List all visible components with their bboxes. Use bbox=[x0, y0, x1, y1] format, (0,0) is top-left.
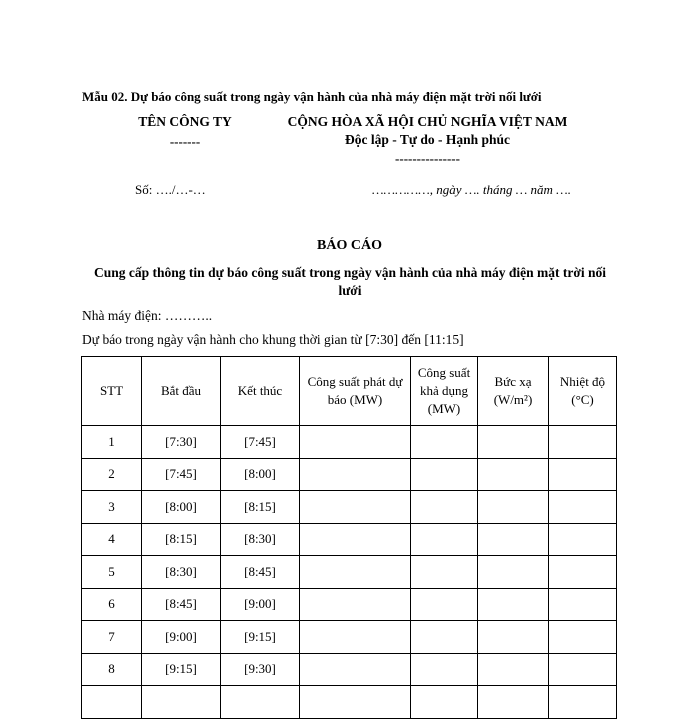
cell-radiation[interactable] bbox=[478, 588, 549, 621]
cell-forecast[interactable] bbox=[300, 621, 411, 654]
cell-radiation[interactable] bbox=[478, 523, 549, 556]
table-row bbox=[82, 491, 617, 524]
header-temperature: Nhiệt độ (°C) bbox=[549, 357, 617, 426]
cell-forecast[interactable] bbox=[300, 491, 411, 524]
cell-stt: 1 bbox=[82, 426, 142, 459]
cell-stt: 4 bbox=[82, 523, 142, 556]
cell-forecast[interactable] bbox=[300, 523, 411, 556]
cell-temperature[interactable] bbox=[549, 686, 617, 719]
cell-stt: 7 bbox=[82, 621, 142, 654]
cell-forecast[interactable] bbox=[300, 426, 411, 459]
cell-available[interactable] bbox=[411, 686, 478, 719]
cell-end: [8:45] bbox=[221, 556, 300, 589]
cell-available[interactable] bbox=[411, 426, 478, 459]
time-frame-line: Dự báo trong ngày vận hành cho khung thời gian từ [7:30] đến [11:15] bbox=[82, 332, 464, 347]
table-row bbox=[82, 556, 617, 589]
cell-stt: 3 bbox=[82, 491, 142, 524]
cell-start: [9:15] bbox=[142, 653, 221, 686]
table-row bbox=[82, 588, 617, 621]
cell-start: [8:30] bbox=[142, 556, 221, 589]
forecast-table bbox=[81, 356, 617, 719]
cell-radiation[interactable] bbox=[478, 653, 549, 686]
cell-end: [8:15] bbox=[221, 491, 300, 524]
table-row bbox=[82, 458, 617, 491]
header-stt: STT bbox=[82, 357, 142, 426]
cell-end: [9:30] bbox=[221, 653, 300, 686]
cell-available[interactable] bbox=[411, 653, 478, 686]
cell-radiation[interactable] bbox=[478, 556, 549, 589]
cell-radiation[interactable] bbox=[478, 458, 549, 491]
cell-temperature[interactable] bbox=[549, 556, 617, 589]
cell-forecast[interactable] bbox=[300, 653, 411, 686]
table-row bbox=[82, 523, 617, 556]
cell-temperature[interactable] bbox=[549, 491, 617, 524]
cell-radiation[interactable] bbox=[478, 686, 549, 719]
cell-start: [9:00] bbox=[142, 621, 221, 654]
cell-end: [9:15] bbox=[221, 621, 300, 654]
cell-available[interactable] bbox=[411, 621, 478, 654]
cell-temperature[interactable] bbox=[549, 653, 617, 686]
header-radiation: Bức xạ (W/m²) bbox=[478, 357, 549, 426]
cell-forecast[interactable] bbox=[300, 686, 411, 719]
cell-available[interactable] bbox=[411, 556, 478, 589]
cell-stt: 5 bbox=[82, 556, 142, 589]
cell-stt bbox=[82, 686, 142, 719]
cell-end bbox=[221, 686, 300, 719]
cell-forecast[interactable] bbox=[300, 588, 411, 621]
table-row bbox=[82, 621, 617, 654]
table-row bbox=[82, 653, 617, 686]
document-number: Số: …./…-… bbox=[135, 182, 206, 197]
report-subtitle: Cung cấp thông tin dự báo công suất trong ngày vận hành của nhà máy điện mặt trời nối lưới bbox=[94, 265, 606, 298]
cell-stt: 6 bbox=[82, 588, 142, 621]
form-heading: Mẫu 02. Dự báo công suất trong ngày vận hành của nhà máy điện mặt trời nối lưới bbox=[82, 89, 542, 104]
cell-start bbox=[142, 686, 221, 719]
cell-temperature[interactable] bbox=[549, 426, 617, 459]
nation-name: CỘNG HÒA XÃ HỘI CHỦ NGHĨA VIỆT NAM bbox=[287, 114, 568, 129]
cell-available[interactable] bbox=[411, 458, 478, 491]
header-start: Bắt đầu bbox=[142, 357, 221, 426]
cell-radiation[interactable] bbox=[478, 426, 549, 459]
cell-start: [8:45] bbox=[142, 588, 221, 621]
cell-available[interactable] bbox=[411, 491, 478, 524]
cell-start: [7:30] bbox=[142, 426, 221, 459]
national-motto: Độc lập - Tự do - Hạnh phúc bbox=[344, 132, 511, 147]
cell-end: [8:00] bbox=[221, 458, 300, 491]
cell-start: [8:15] bbox=[142, 523, 221, 556]
cell-forecast[interactable] bbox=[300, 556, 411, 589]
header-forecast-capacity: Công suất phát dự báo (MW) bbox=[300, 357, 411, 426]
cell-end: [7:45] bbox=[221, 426, 300, 459]
cell-temperature[interactable] bbox=[549, 621, 617, 654]
cell-available[interactable] bbox=[411, 523, 478, 556]
cell-temperature[interactable] bbox=[549, 588, 617, 621]
cell-available[interactable] bbox=[411, 588, 478, 621]
cell-end: [9:00] bbox=[221, 588, 300, 621]
cell-radiation[interactable] bbox=[478, 491, 549, 524]
cell-radiation[interactable] bbox=[478, 621, 549, 654]
cell-start: [7:45] bbox=[142, 458, 221, 491]
plant-line: Nhà máy điện: ……….. bbox=[82, 308, 213, 323]
report-title: BÁO CÁO bbox=[317, 238, 382, 253]
cell-stt: 2 bbox=[82, 458, 142, 491]
table-row bbox=[82, 426, 617, 459]
motto-divider: --------------- bbox=[395, 151, 460, 166]
cell-end: [8:30] bbox=[221, 523, 300, 556]
table-header-row bbox=[82, 357, 617, 426]
company-divider: ------- bbox=[169, 134, 201, 149]
cell-forecast[interactable] bbox=[300, 458, 411, 491]
cell-start: [8:00] bbox=[142, 491, 221, 524]
table-row bbox=[82, 686, 617, 719]
cell-stt: 8 bbox=[82, 653, 142, 686]
cell-temperature[interactable] bbox=[549, 458, 617, 491]
company-name: TÊN CÔNG TY bbox=[138, 114, 232, 129]
header-end: Kết thúc bbox=[221, 357, 300, 426]
cell-temperature[interactable] bbox=[549, 523, 617, 556]
header-available-capacity: Công suất khả dụng (MW) bbox=[411, 357, 478, 426]
date-line: ……………, ngày …. tháng … năm …. bbox=[372, 182, 571, 197]
